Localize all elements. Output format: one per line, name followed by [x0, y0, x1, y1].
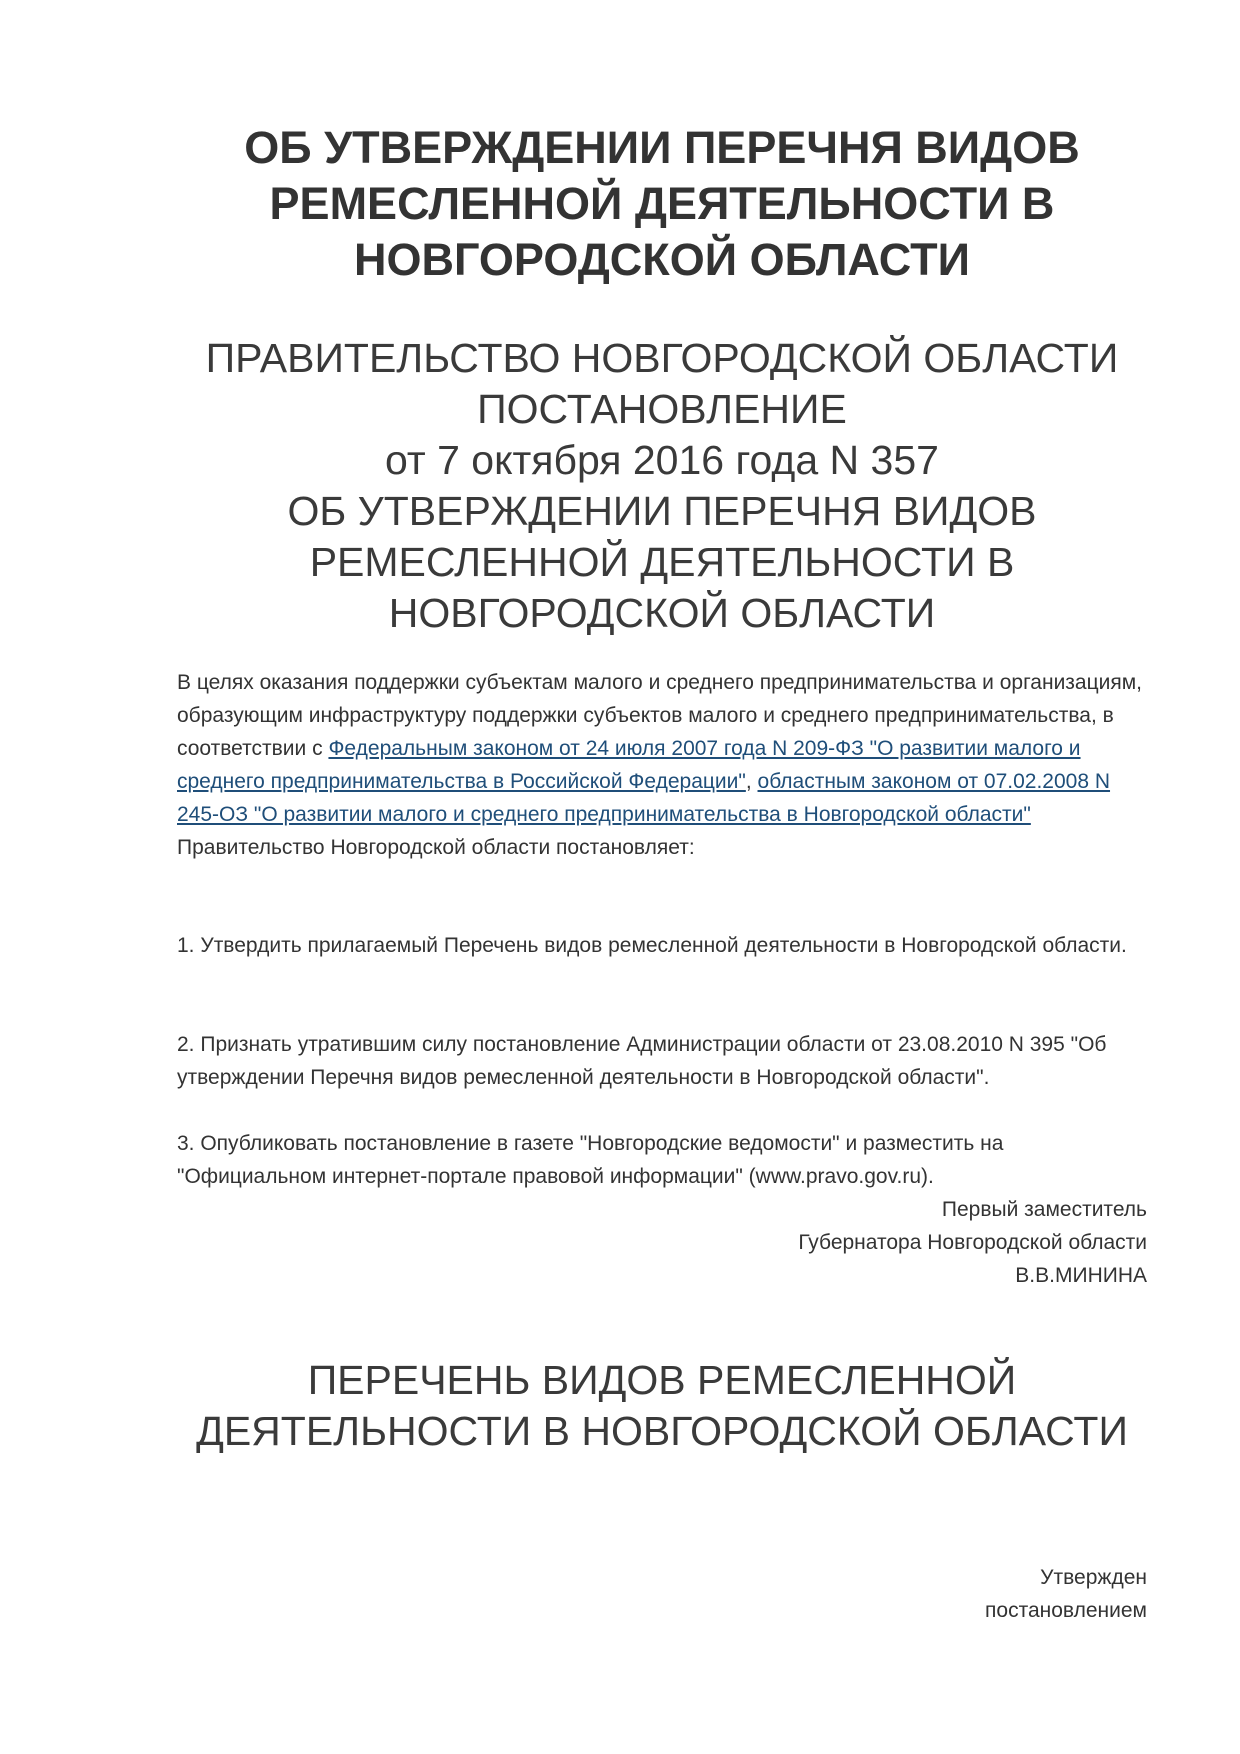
federal-law-link[interactable]: Федеральным законом от 24 июля 2007 года N 209-ФЗ "О развитии малого и среднего предпринимательства в Российской Федерации": [177, 737, 1081, 793]
document-type-line: ПОСТАНОВЛЕНИЕ: [477, 386, 847, 432]
decree-item-3: 3. Опубликовать постановление в газете "Новгородские ведомости" и разместить на "Официальном интернет-портале правовой информации" (www.pravo.gov.ru).: [177, 1132, 1004, 1188]
document-page: [177, 0, 1147, 1754]
approval-line-1: Утвержден: [1040, 1566, 1147, 1589]
issuer-line: ПРАВИТЕЛЬСТВО НОВГОРОДСКОЙ ОБЛАСТИ: [205, 335, 1119, 381]
signatory-name: В.В.МИНИНА: [1015, 1264, 1147, 1287]
approval-note: [547, 1561, 1147, 1627]
decree-subject: ОБ УТВЕРЖДЕНИИ ПЕРЕЧНЯ ВИДОВ РЕМЕСЛЕННОЙ ДЕЯТЕЛЬНОСТИ В НОВГОРОДСКОЙ ОБЛАСТИ: [287, 488, 1037, 636]
decree-header: [177, 333, 1147, 639]
signatory-position-2: Губернатора Новгородской области: [798, 1231, 1147, 1254]
preamble-text-after: Правительство Новгородской области постановляет:: [177, 836, 695, 859]
decree-date-number: от 7 октября 2016 года N 357: [385, 437, 939, 483]
list-title: ПЕРЕЧЕНЬ ВИДОВ РЕМЕСЛЕННОЙ ДЕЯТЕЛЬНОСТИ В НОВГОРОДСКОЙ ОБЛАСТИ: [196, 1357, 1128, 1454]
regional-law-link[interactable]: областным законом от 07.02.2008 N 245-ОЗ "О развитии малого и среднего предпринимательства в Новгородской области": [177, 770, 1111, 826]
approval-line-2: постановлением: [985, 1599, 1147, 1622]
preamble-text-before: В целях оказания поддержки субъектам малого и среднего предпринимательства и организациям, образующим инфраструктуру поддержки субъектов малого и среднего предпринимательства, в соответствии с: [177, 671, 1143, 760]
preamble-paragraph: [177, 666, 1147, 864]
decree-item-1: 1. Утвердить прилагаемый Перечень видов ремесленной деятельности в Новгородской области.: [177, 934, 1127, 957]
signatory-position-1: Первый заместитель: [941, 1198, 1147, 1221]
decree-item-2: 2. Признать утратившим силу постановление Администрации области от 23.08.2010 N 395 "Об утверждении Перечня видов ремесленной деятельности в Новгородской области".: [177, 1033, 1107, 1089]
preamble-separator: ,: [745, 770, 758, 793]
document-title: ОБ УТВЕРЖДЕНИИ ПЕРЕЧНЯ ВИДОВ РЕМЕСЛЕННОЙ ДЕЯТЕЛЬНОСТИ В НОВГОРОДСКОЙ ОБЛАСТИ: [244, 122, 1080, 285]
signature-block: [547, 1193, 1147, 1292]
